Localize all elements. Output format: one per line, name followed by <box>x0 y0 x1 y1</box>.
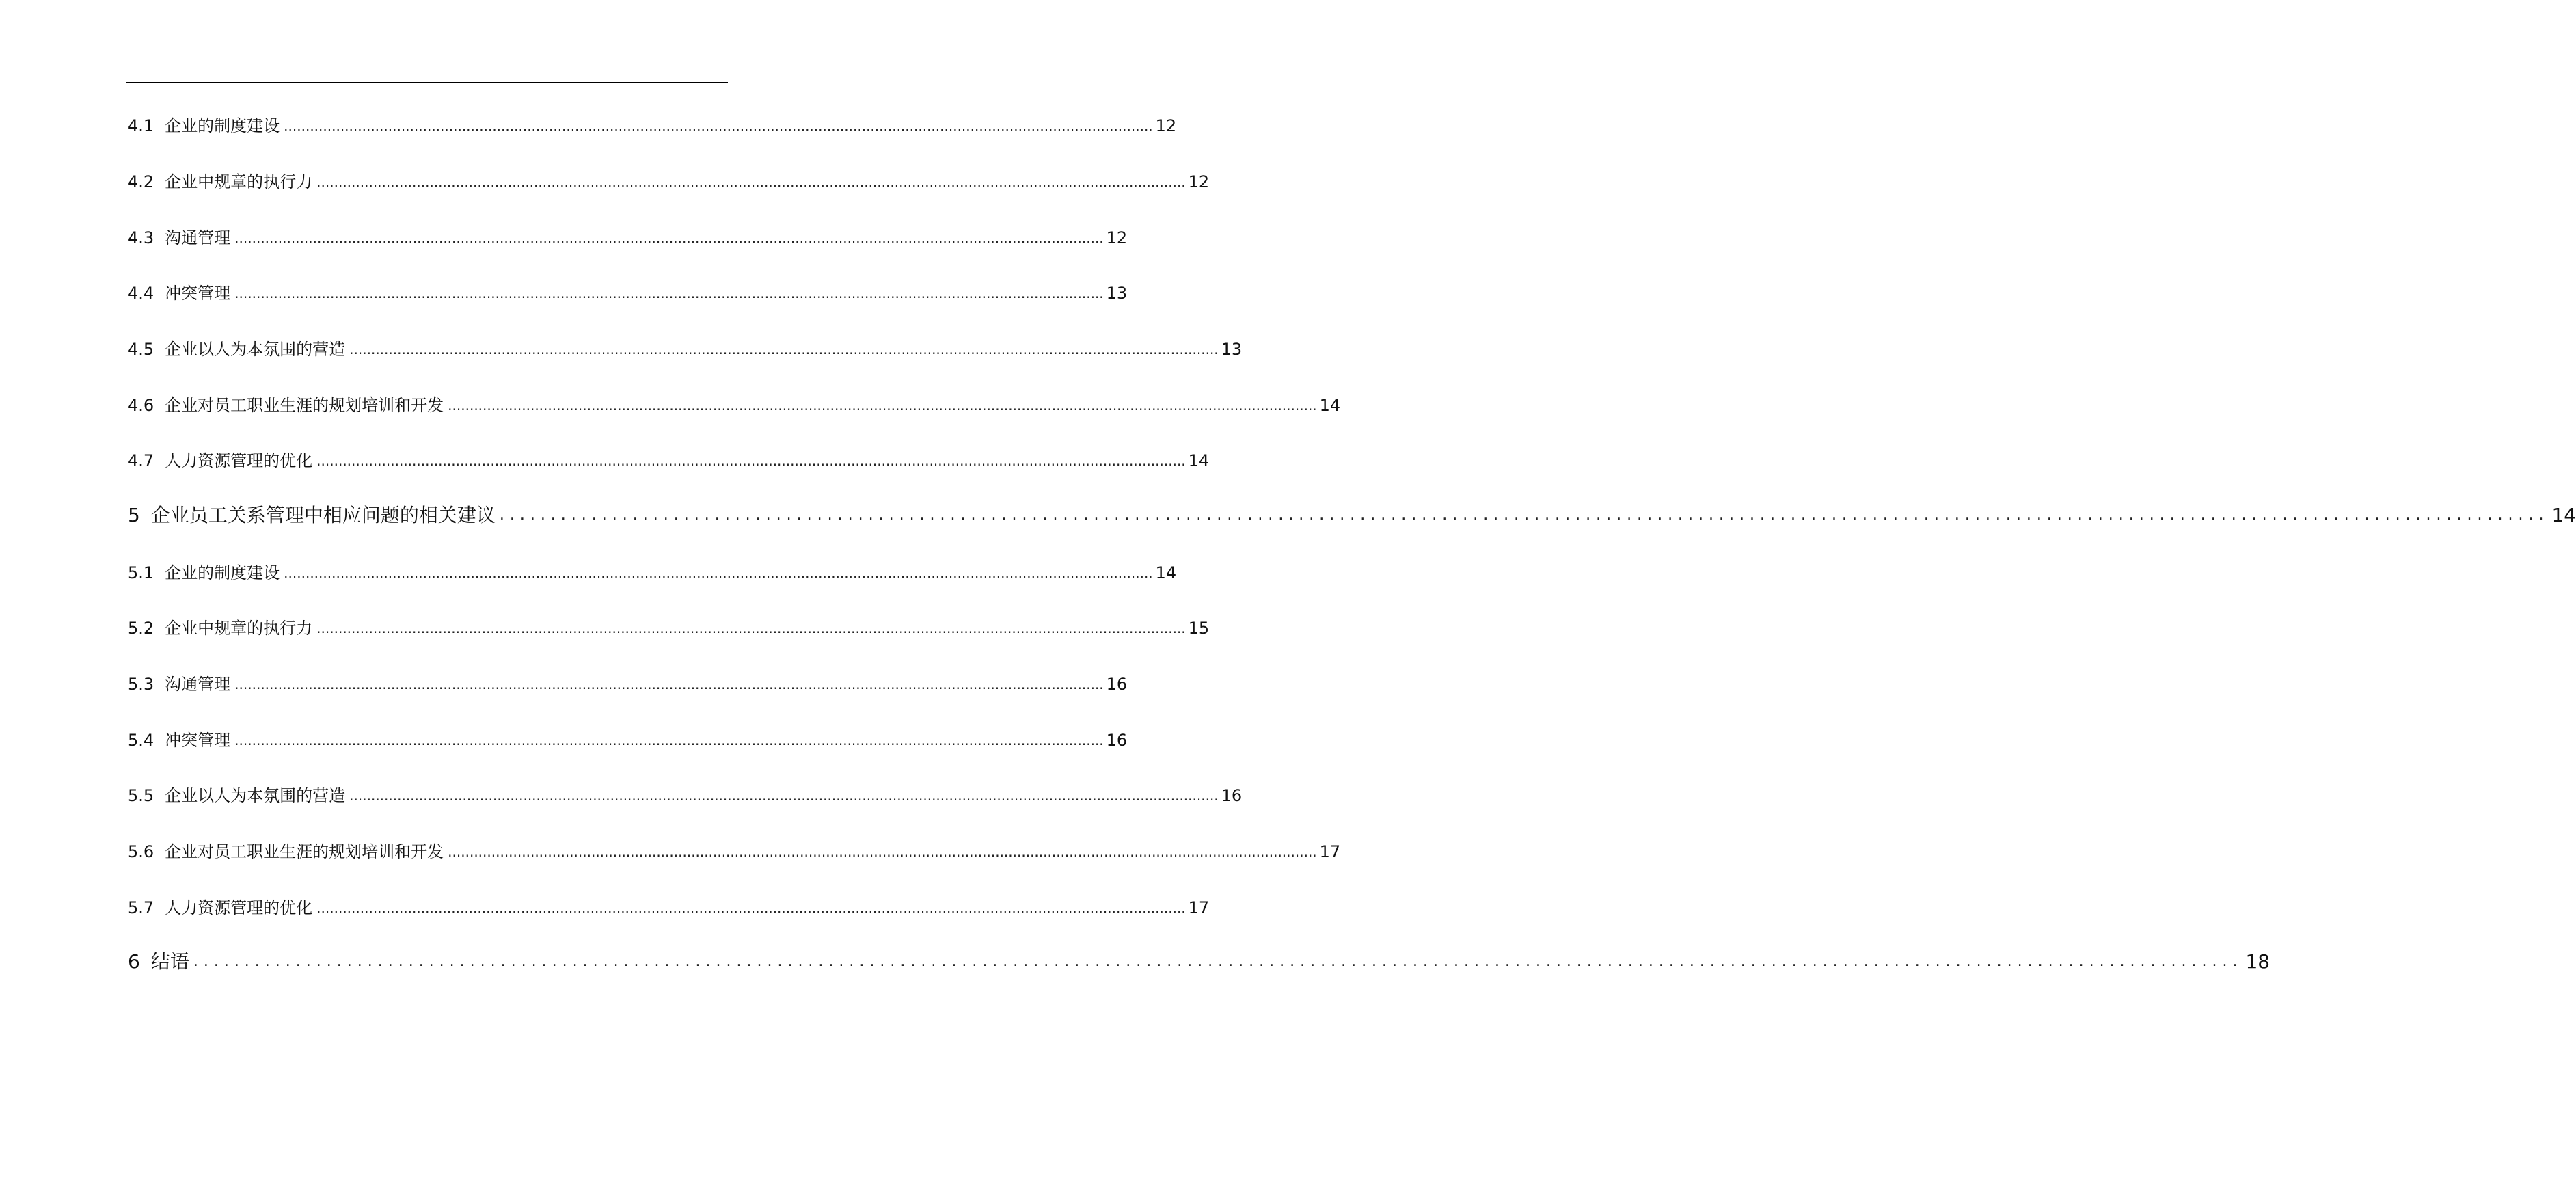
toc-entry[interactable] <box>128 891 1210 919</box>
toc-entry-title: 人力资源管理的优化 <box>165 898 313 917</box>
toc-entry[interactable] <box>128 333 1243 360</box>
toc-entry-title: 企业中规章的执行力 <box>165 619 313 638</box>
toc-entry[interactable] <box>128 109 1177 137</box>
toc-entry-title: 企业的制度建设 <box>165 563 280 582</box>
toc-entry[interactable] <box>128 724 1128 751</box>
toc-entry-title: 结语 <box>150 950 189 973</box>
toc-entry-page: 17 <box>1188 898 1210 917</box>
toc-entry-title: 沟通管理 <box>165 675 231 694</box>
toc-entry-page: 12 <box>1106 228 1128 247</box>
toc-entry-number: 4.1 <box>128 116 154 135</box>
dot-leader: ........................................................................................................................................................................................................ <box>499 507 2549 524</box>
toc-entry-page: 17 <box>1319 842 1341 861</box>
toc-entry-page: 13 <box>1221 340 1243 359</box>
dot-leader: ........................................................................................................................................................................................................ <box>234 676 1104 692</box>
dot-leader: ........................................................................................................................................................................................................ <box>284 118 1153 134</box>
toc-entry-title: 企业以人为本氛围的营造 <box>165 786 346 805</box>
dot-leader: ........................................................................................................................................................................................................ <box>316 174 1186 190</box>
toc-entry-number: 5.4 <box>128 731 154 750</box>
dot-leader: ........................................................................................................................................................................................................ <box>234 732 1104 749</box>
toc-entry-number: 4.5 <box>128 340 154 359</box>
toc-entry-number: 5.3 <box>128 675 154 694</box>
toc-entry-page: 16 <box>1221 786 1243 805</box>
dot-leader: ........................................................................................................................................................................................................ <box>234 285 1104 301</box>
toc-entry[interactable] <box>128 277 1128 304</box>
header-rule <box>126 82 728 83</box>
dot-leader: ........................................................................................................................................................................................................ <box>448 844 1317 860</box>
dot-leader: ........................................................................................................................................................................................................ <box>316 453 1186 469</box>
toc-entry-page: 14 <box>1155 563 1177 582</box>
toc-entry-number: 4.7 <box>128 451 154 470</box>
dot-leader: ........................................................................................................................................................................................................ <box>316 620 1186 636</box>
toc-entry-page: 12 <box>1155 116 1177 135</box>
toc-entry[interactable] <box>128 668 1128 695</box>
toc-entry[interactable] <box>128 556 1177 584</box>
toc-entry[interactable] <box>128 779 1243 807</box>
toc-entry-title: 企业对员工职业生涯的规划培训和开发 <box>165 842 444 861</box>
toc-entry-title: 企业中规章的执行力 <box>165 172 313 191</box>
dot-leader: ........................................................................................................................................................................................................ <box>349 341 1219 358</box>
toc-entry-number: 4.6 <box>128 396 154 415</box>
toc-entry-title: 沟通管理 <box>165 228 231 247</box>
toc-entry-page: 16 <box>1106 675 1128 694</box>
toc-entry[interactable] <box>128 221 1128 249</box>
toc-entry-number: 5.2 <box>128 619 154 638</box>
dot-leader: ........................................................................................................................................................................................................ <box>284 565 1153 581</box>
toc-entry[interactable] <box>128 500 2576 528</box>
dot-leader: ........................................................................................................................................................................................................ <box>448 397 1317 414</box>
toc-entry-number: 6 <box>128 950 140 973</box>
toc-entry[interactable] <box>128 947 2270 974</box>
toc-entry-title: 企业员工关系管理中相应问题的相关建议 <box>150 504 496 526</box>
dot-leader: ........................................................................................................................................................................................................ <box>193 953 2243 970</box>
toc-entry-title: 人力资源管理的优化 <box>165 451 313 470</box>
toc-entry-number: 5.7 <box>128 898 154 917</box>
toc-entry-page: 14 <box>1319 396 1341 415</box>
toc-entry-number: 5.5 <box>128 786 154 805</box>
toc-entry-title: 企业以人为本氛围的营造 <box>165 340 346 359</box>
dot-leader: ........................................................................................................................................................................................................ <box>234 230 1104 246</box>
toc-entry-page: 15 <box>1188 619 1210 638</box>
toc-entry-page: 16 <box>1106 731 1128 750</box>
toc-entry-page: 12 <box>1188 172 1210 191</box>
toc-entry-title: 企业对员工职业生涯的规划培训和开发 <box>165 396 444 415</box>
toc-entry-number: 4.4 <box>128 284 154 303</box>
toc-entry-number: 5 <box>128 504 140 526</box>
toc-entry-title: 企业的制度建设 <box>165 116 280 135</box>
dot-leader: ........................................................................................................................................................................................................ <box>316 900 1186 916</box>
toc-entry-page: 14 <box>1188 451 1210 470</box>
toc-entry-number: 5.1 <box>128 563 154 582</box>
toc-entry-page: 18 <box>2245 950 2270 973</box>
dot-leader: ........................................................................................................................................................................................................ <box>349 787 1219 804</box>
toc-entry-number: 4.3 <box>128 228 154 247</box>
toc-entry[interactable] <box>128 389 1341 416</box>
toc-entry-number: 5.6 <box>128 842 154 861</box>
toc-entry-title: 冲突管理 <box>165 731 231 750</box>
toc-entry[interactable] <box>128 165 1210 193</box>
toc-entry[interactable] <box>128 612 1210 639</box>
toc-entry-title: 冲突管理 <box>165 284 231 303</box>
toc-entry-page: 14 <box>2551 504 2576 526</box>
toc-entry[interactable] <box>128 835 1341 863</box>
toc-entry[interactable] <box>128 444 1210 472</box>
toc-entry-page: 13 <box>1106 284 1128 303</box>
toc-entry-number: 4.2 <box>128 172 154 191</box>
